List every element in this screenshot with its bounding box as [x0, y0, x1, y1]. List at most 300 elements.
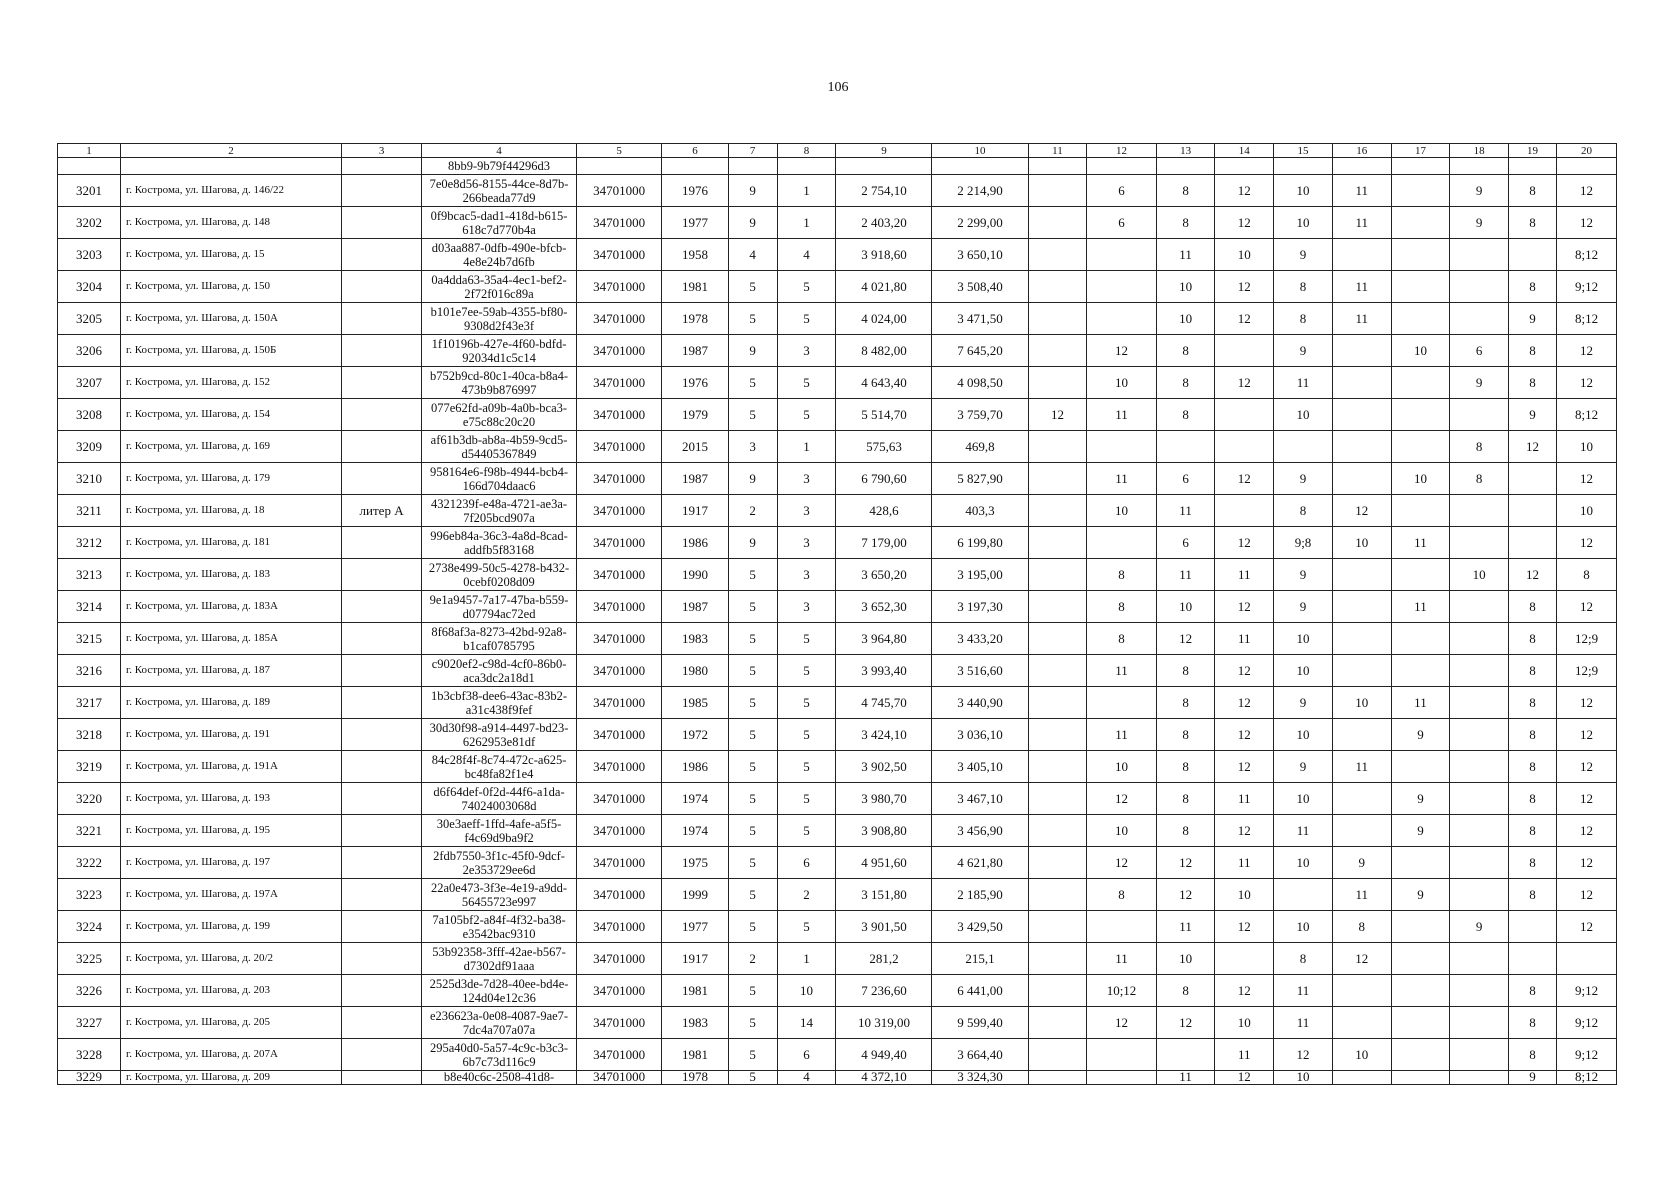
row-number-cell: 3216 [58, 655, 121, 687]
note-cell [342, 463, 422, 495]
table-cell: 3 324,30 [932, 1071, 1028, 1085]
table-cell: 12 [1215, 207, 1274, 239]
guid-cell: 1f10196b-427e-4f60-bdfd-92034d1c5c14 [422, 335, 577, 367]
table-cell [1028, 158, 1087, 175]
table-cell: 8 [1509, 783, 1557, 815]
table-cell [1215, 431, 1274, 463]
note-cell [342, 239, 422, 271]
table-cell: 12 [1509, 559, 1557, 591]
table-cell: 12 [1332, 495, 1391, 527]
table-cell: 3 [777, 527, 836, 559]
guid-cell: 2fdb7550-3f1c-45f0-9dcf-2e353729ee6d [422, 847, 577, 879]
column-header: 3 [342, 144, 422, 158]
oktmo-cell: 34701000 [576, 1071, 661, 1085]
table-cell [1028, 751, 1087, 783]
table-cell: 3 650,10 [932, 239, 1028, 271]
table-cell [1450, 975, 1509, 1007]
table-cell: 3 964,80 [836, 623, 932, 655]
table-cell: 7 236,60 [836, 975, 932, 1007]
guid-cell: b8e40c6c-2508-41d8- [422, 1071, 577, 1085]
table-cell [1028, 527, 1087, 559]
table-cell [1332, 559, 1391, 591]
note-cell [342, 751, 422, 783]
table-cell [1087, 1071, 1156, 1085]
year-cell: 1986 [662, 527, 728, 559]
table-cell [1391, 751, 1450, 783]
table-cell: 9 [1509, 1071, 1557, 1085]
table-cell: 11 [1332, 879, 1391, 911]
table-cell [1450, 687, 1509, 719]
table-cell: 3 993,40 [836, 655, 932, 687]
table-cell: 11 [1156, 911, 1215, 943]
address-cell: г. Кострома, ул. Шагова, д. 195 [121, 815, 342, 847]
table-cell: 10;12 [1087, 975, 1156, 1007]
row-number-cell: 3202 [58, 207, 121, 239]
year-cell: 1977 [662, 911, 728, 943]
table-cell: 3 151,80 [836, 879, 932, 911]
table-cell: 8 [1156, 751, 1215, 783]
table-cell: 12 [1215, 751, 1274, 783]
table-cell [1509, 911, 1557, 943]
year-cell: 1978 [662, 1071, 728, 1085]
table-cell [1509, 495, 1557, 527]
table-cell: 9 [1450, 911, 1509, 943]
column-header: 2 [121, 144, 342, 158]
table-cell: 8 [1156, 335, 1215, 367]
oktmo-cell: 34701000 [576, 911, 661, 943]
table-row [58, 303, 1617, 335]
table-cell [1450, 303, 1509, 335]
table-cell: 10 [1087, 367, 1156, 399]
table-cell [662, 158, 728, 175]
table-row [58, 271, 1617, 303]
table-cell: 3 664,40 [932, 1039, 1028, 1071]
table-cell [1028, 559, 1087, 591]
table-cell: 12 [1087, 847, 1156, 879]
table-cell: 11 [1215, 783, 1274, 815]
table-cell: 9;12 [1557, 1007, 1617, 1039]
table-cell: 10 [1274, 847, 1333, 879]
table-cell: 11 [1087, 655, 1156, 687]
table-cell [1028, 207, 1087, 239]
table-cell: 10 [1274, 911, 1333, 943]
table-cell: 3 197,30 [932, 591, 1028, 623]
table-cell: 3 433,20 [932, 623, 1028, 655]
guid-cell: 53b92358-3fff-42ae-b567-d7302df91aaa [422, 943, 577, 975]
table-cell [1391, 175, 1450, 207]
table-cell: 8 [1509, 815, 1557, 847]
table-cell: 2 185,90 [932, 879, 1028, 911]
table-cell: 12 [1509, 431, 1557, 463]
table-cell [1028, 463, 1087, 495]
table-cell [1028, 239, 1087, 271]
year-cell: 1987 [662, 591, 728, 623]
table-cell [1028, 367, 1087, 399]
table-cell: 12 [1332, 943, 1391, 975]
table-cell: 8 [1332, 911, 1391, 943]
guid-cell: 30e3aeff-1ffd-4afe-a5f5-f4c69d9ba9f2 [422, 815, 577, 847]
address-cell: г. Кострома, ул. Шагова, д. 197 [121, 847, 342, 879]
table-cell: 12 [1557, 879, 1617, 911]
table-cell: 10 [1332, 687, 1391, 719]
table-row [58, 207, 1617, 239]
column-header: 13 [1156, 144, 1215, 158]
table-cell [1087, 431, 1156, 463]
table-cell: 2 [777, 879, 836, 911]
table-cell [1215, 399, 1274, 431]
address-cell: г. Кострома, ул. Шагова, д. 20/2 [121, 943, 342, 975]
table-cell: 11 [1274, 367, 1333, 399]
table-cell: 4 643,40 [836, 367, 932, 399]
table-cell [1028, 271, 1087, 303]
oktmo-cell: 34701000 [576, 655, 661, 687]
table-cell: 5 [728, 751, 777, 783]
address-cell: г. Кострома, ул. Шагова, д. 18 [121, 495, 342, 527]
table-cell: 10 [1274, 719, 1333, 751]
table-cell: 8 [1156, 207, 1215, 239]
table-cell [1028, 1071, 1087, 1085]
year-cell: 1958 [662, 239, 728, 271]
address-cell: г. Кострома, ул. Шагова, д. 209 [121, 1071, 342, 1085]
row-number-cell: 3229 [58, 1071, 121, 1085]
guid-cell: 2738e499-50c5-4278-b432-0cebf0208d09 [422, 559, 577, 591]
table-cell [836, 158, 932, 175]
table-cell: 8 [1509, 719, 1557, 751]
table-cell [121, 158, 342, 175]
table-cell: 8 [1087, 591, 1156, 623]
column-header: 15 [1274, 144, 1333, 158]
row-number-cell: 3217 [58, 687, 121, 719]
table-cell: 12 [1274, 1039, 1333, 1071]
table-row [58, 527, 1617, 559]
note-cell [342, 271, 422, 303]
table-cell [1509, 527, 1557, 559]
oktmo-cell: 34701000 [576, 431, 661, 463]
oktmo-cell: 34701000 [576, 591, 661, 623]
table-cell: 9 [1274, 591, 1333, 623]
oktmo-cell: 34701000 [576, 751, 661, 783]
table-cell: 3 908,80 [836, 815, 932, 847]
data-table [57, 143, 1617, 1085]
row-number-cell: 3210 [58, 463, 121, 495]
table-cell: 9;12 [1557, 1039, 1617, 1071]
year-cell: 1978 [662, 303, 728, 335]
table-cell: 8 [1087, 623, 1156, 655]
table-cell [1450, 783, 1509, 815]
table-cell: 3 195,00 [932, 559, 1028, 591]
note-cell [342, 399, 422, 431]
guid-cell: 4321239f-e48a-4721-ae3a-7f205bcd907a [422, 495, 577, 527]
column-header: 4 [422, 144, 577, 158]
table-cell: 4 949,40 [836, 1039, 932, 1071]
table-cell: 8 [1087, 559, 1156, 591]
table-cell [1332, 623, 1391, 655]
table-cell: 12 [1215, 303, 1274, 335]
table-cell [1391, 1071, 1450, 1085]
table-cell: 1 [777, 175, 836, 207]
note-cell [342, 591, 422, 623]
table-cell [1450, 158, 1509, 175]
table-cell [1509, 943, 1557, 975]
table-cell: 12 [1087, 335, 1156, 367]
table-cell: 12 [1215, 367, 1274, 399]
table-cell [777, 158, 836, 175]
table-cell [1274, 431, 1333, 463]
table-cell: 5 [728, 847, 777, 879]
column-header: 12 [1087, 144, 1156, 158]
table-cell: 1 [777, 207, 836, 239]
address-cell: г. Кострома, ул. Шагова, д. 189 [121, 687, 342, 719]
row-number-cell: 3206 [58, 335, 121, 367]
table-cell [1450, 527, 1509, 559]
note-cell [342, 719, 422, 751]
table-cell: 8 [1509, 655, 1557, 687]
table-cell: 10 [1274, 623, 1333, 655]
table-cell: 12 [1215, 719, 1274, 751]
table-cell: 281,2 [836, 943, 932, 975]
table-row [58, 1007, 1617, 1039]
oktmo-cell: 34701000 [576, 207, 661, 239]
table-cell: 11 [1332, 175, 1391, 207]
table-cell: 10 [1156, 303, 1215, 335]
table-row [58, 943, 1617, 975]
table-cell: 8 [1509, 847, 1557, 879]
table-cell [1215, 158, 1274, 175]
table-cell: 11 [1215, 559, 1274, 591]
table-cell: 5 [777, 623, 836, 655]
table-cell [1450, 271, 1509, 303]
table-cell: 3 036,10 [932, 719, 1028, 751]
address-cell: г. Кострома, ул. Шагова, д. 203 [121, 975, 342, 1007]
row-number-cell: 3228 [58, 1039, 121, 1071]
table-cell [1028, 655, 1087, 687]
table-cell: 5 [728, 783, 777, 815]
oktmo-cell: 34701000 [576, 1039, 661, 1071]
table-cell [1028, 815, 1087, 847]
table-cell [1274, 158, 1333, 175]
table-cell: 3 471,50 [932, 303, 1028, 335]
table-cell: 11 [1215, 1039, 1274, 1071]
year-cell: 1977 [662, 207, 728, 239]
table-cell: 9 [728, 175, 777, 207]
column-header: 5 [576, 144, 661, 158]
table-cell: 4 [777, 239, 836, 271]
table-cell: 575,63 [836, 431, 932, 463]
oktmo-cell: 34701000 [576, 815, 661, 847]
table-cell: 6 [1156, 527, 1215, 559]
note-cell [342, 815, 422, 847]
year-cell: 1972 [662, 719, 728, 751]
note-cell [342, 687, 422, 719]
table-cell: 403,3 [932, 495, 1028, 527]
table-cell: 8;12 [1557, 239, 1617, 271]
table-cell: 5 [777, 719, 836, 751]
table-cell: 11 [1274, 815, 1333, 847]
table-cell [1450, 719, 1509, 751]
year-cell: 1983 [662, 623, 728, 655]
table-cell: 12 [1557, 335, 1617, 367]
table-cell [1332, 1007, 1391, 1039]
table-cell: 3 467,10 [932, 783, 1028, 815]
table-cell [1391, 655, 1450, 687]
table-cell [1028, 175, 1087, 207]
table-cell [1450, 495, 1509, 527]
guid-cell: 1b3cbf38-dee6-43ac-83b2-a31c438f9fef [422, 687, 577, 719]
table-cell: 10 [1557, 431, 1617, 463]
address-cell: г. Кострома, ул. Шагова, д. 191А [121, 751, 342, 783]
address-cell: г. Кострома, ул. Шагова, д. 150Б [121, 335, 342, 367]
table-cell [1557, 158, 1617, 175]
table-cell: 3 405,10 [932, 751, 1028, 783]
table-row [58, 175, 1617, 207]
table-cell: 10 [1215, 239, 1274, 271]
table-cell [1391, 495, 1450, 527]
table-cell: 9 [728, 207, 777, 239]
table-cell: 10 [1156, 943, 1215, 975]
year-cell: 1981 [662, 975, 728, 1007]
table-cell: 6 [1450, 335, 1509, 367]
table-cell [1028, 847, 1087, 879]
table-cell [1391, 1039, 1450, 1071]
table-cell [1450, 623, 1509, 655]
table-cell: 11 [1274, 1007, 1333, 1039]
table-cell: 3 [777, 559, 836, 591]
table-cell: 11 [1215, 847, 1274, 879]
guid-cell: 22a0e473-3f3e-4e19-a9dd-56455723e997 [422, 879, 577, 911]
table-cell: 11 [1087, 399, 1156, 431]
address-cell: г. Кострома, ул. Шагова, д. 191 [121, 719, 342, 751]
table-cell: 8 [1156, 367, 1215, 399]
table-cell: 6 [777, 847, 836, 879]
table-cell: 12 [1215, 271, 1274, 303]
table-cell: 10 [1450, 559, 1509, 591]
table-cell [1391, 847, 1450, 879]
table-cell: 6 441,00 [932, 975, 1028, 1007]
table-cell: 11 [1156, 1071, 1215, 1085]
table-cell: 10 [1215, 879, 1274, 911]
table-cell [1332, 367, 1391, 399]
table-cell [1332, 431, 1391, 463]
table-cell: 10 319,00 [836, 1007, 932, 1039]
table-cell: 9 [1450, 367, 1509, 399]
table-cell: 12 [1557, 463, 1617, 495]
guid-cell: 077e62fd-a09b-4a0b-bca3-e75c88c20c20 [422, 399, 577, 431]
table-cell: 9;12 [1557, 271, 1617, 303]
guid-cell: 7e0e8d56-8155-44ce-8d7b-266beada77d9 [422, 175, 577, 207]
row-number-cell: 3201 [58, 175, 121, 207]
table-row [58, 623, 1617, 655]
table-cell: 12 [1156, 1007, 1215, 1039]
oktmo-cell: 34701000 [576, 623, 661, 655]
table-cell [1450, 943, 1509, 975]
column-header: 11 [1028, 144, 1087, 158]
year-cell: 1999 [662, 879, 728, 911]
column-header: 9 [836, 144, 932, 158]
table-cell: 9 [1391, 815, 1450, 847]
table-cell: 6 [1156, 463, 1215, 495]
table-cell [1391, 367, 1450, 399]
table-cell: 2 [728, 495, 777, 527]
address-cell: г. Кострома, ул. Шагова, д. 169 [121, 431, 342, 463]
table-row [58, 1039, 1617, 1071]
table-row [58, 559, 1617, 591]
table-cell: 8 [1087, 879, 1156, 911]
table-row [58, 879, 1617, 911]
year-cell: 1985 [662, 687, 728, 719]
table-cell [1028, 719, 1087, 751]
year-cell: 1974 [662, 783, 728, 815]
table-cell: 5 [728, 911, 777, 943]
table-cell: 469,8 [932, 431, 1028, 463]
table-cell: 9 [1274, 239, 1333, 271]
column-header: 16 [1332, 144, 1391, 158]
table-cell: 5 [728, 399, 777, 431]
oktmo-cell: 34701000 [576, 239, 661, 271]
table-cell [1087, 158, 1156, 175]
address-cell: г. Кострома, ул. Шагова, д. 181 [121, 527, 342, 559]
note-cell [342, 431, 422, 463]
table-cell [1156, 158, 1215, 175]
table-cell: 12 [1215, 463, 1274, 495]
address-cell: г. Кострома, ул. Шагова, д. 193 [121, 783, 342, 815]
row-number-cell: 3219 [58, 751, 121, 783]
table-cell: 12 [1215, 815, 1274, 847]
table-cell: 8 [1509, 879, 1557, 911]
guid-cell: 30d30f98-a914-4497-bd23-6262953e81df [422, 719, 577, 751]
table-cell: 5 [728, 1071, 777, 1085]
table-cell: 2 299,00 [932, 207, 1028, 239]
table-cell [1391, 975, 1450, 1007]
table-cell: 8 [1156, 655, 1215, 687]
table-cell: 1 [777, 943, 836, 975]
row-number-cell: 3226 [58, 975, 121, 1007]
table-cell [576, 158, 661, 175]
table-cell: 12 [1557, 751, 1617, 783]
row-number-cell: 3213 [58, 559, 121, 591]
table-cell: 10 [1156, 591, 1215, 623]
table-cell: 9 [1274, 687, 1333, 719]
row-number-cell: 3224 [58, 911, 121, 943]
table-cell: 11 [1332, 271, 1391, 303]
table-cell: 8 [1509, 687, 1557, 719]
table-row [58, 783, 1617, 815]
table-cell: 12 [1557, 911, 1617, 943]
table-cell: 12 [1557, 527, 1617, 559]
table-cell [1215, 335, 1274, 367]
table-cell: 2 [728, 943, 777, 975]
address-cell: г. Кострома, ул. Шагова, д. 199 [121, 911, 342, 943]
table-cell: 12 [1557, 687, 1617, 719]
table-cell: 8 [1509, 1039, 1557, 1071]
table-cell [1028, 335, 1087, 367]
table-cell [1215, 495, 1274, 527]
table-cell: 12 [1087, 783, 1156, 815]
table-cell [1028, 975, 1087, 1007]
note-cell [342, 879, 422, 911]
column-header: 10 [932, 144, 1028, 158]
table-cell [1087, 239, 1156, 271]
table-cell: 8 [1509, 1007, 1557, 1039]
oktmo-cell: 34701000 [576, 527, 661, 559]
table-cell [1332, 399, 1391, 431]
table-cell: 10 [1391, 335, 1450, 367]
table-cell: 5 [728, 271, 777, 303]
address-cell: г. Кострома, ул. Шагова, д. 185А [121, 623, 342, 655]
guid-cell: b101e7ee-59ab-4355-bf80-9308d2f43e3f [422, 303, 577, 335]
table-cell: 1 [777, 431, 836, 463]
table-cell [1450, 751, 1509, 783]
year-cell: 1917 [662, 495, 728, 527]
